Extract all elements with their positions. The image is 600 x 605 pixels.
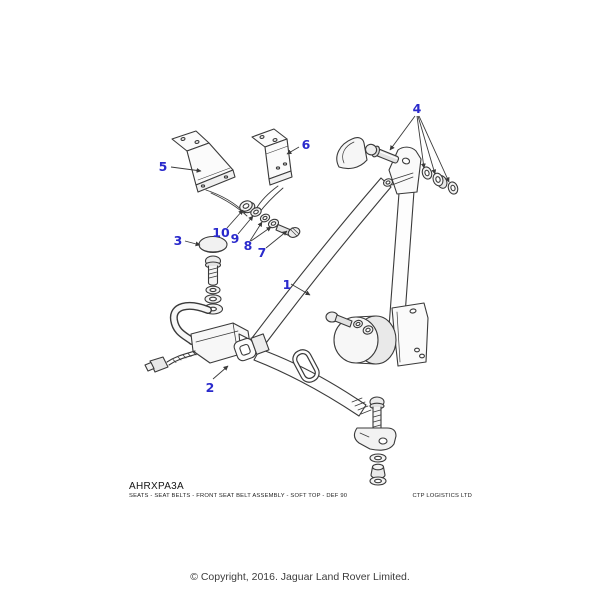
mounting-bracket-left: [172, 131, 235, 192]
callout-5[interactable]: 5: [158, 159, 168, 174]
callout-6[interactable]: 6: [301, 137, 311, 152]
seat-belt-assembly: [230, 147, 428, 485]
vendor-name: CTP LOGISTICS LTD: [412, 493, 472, 499]
leader-line-7: [266, 231, 287, 248]
leader-line-9: [238, 216, 253, 234]
callout-7[interactable]: 7: [257, 245, 267, 260]
drawing-description: SEATS - SEAT BELTS - FRONT SEAT BELT ASSEMBLY - SOFT TOP - DEF 90: [129, 493, 348, 499]
fixing-nut-and-washers: [238, 199, 301, 239]
leader-lines-8: [250, 222, 271, 241]
callout-9[interactable]: 9: [230, 231, 240, 246]
leader-line-3: [185, 241, 200, 245]
callout-1[interactable]: 1: [282, 277, 292, 292]
callout-4[interactable]: 4: [412, 101, 422, 116]
callout-2[interactable]: 2: [205, 380, 215, 395]
leader-line-2: [213, 366, 228, 379]
callout-3[interactable]: 3: [173, 233, 183, 248]
drawing-code: AHRXPA3A: [129, 481, 185, 492]
buckle-assembly: [145, 306, 251, 372]
callout-10[interactable]: 10: [212, 225, 230, 240]
mounting-bracket-right: [252, 129, 292, 185]
copyright-notice: © Copyright, 2016. Jaguar Land Rover Limited.: [190, 571, 410, 583]
callout-8[interactable]: 8: [243, 238, 253, 253]
